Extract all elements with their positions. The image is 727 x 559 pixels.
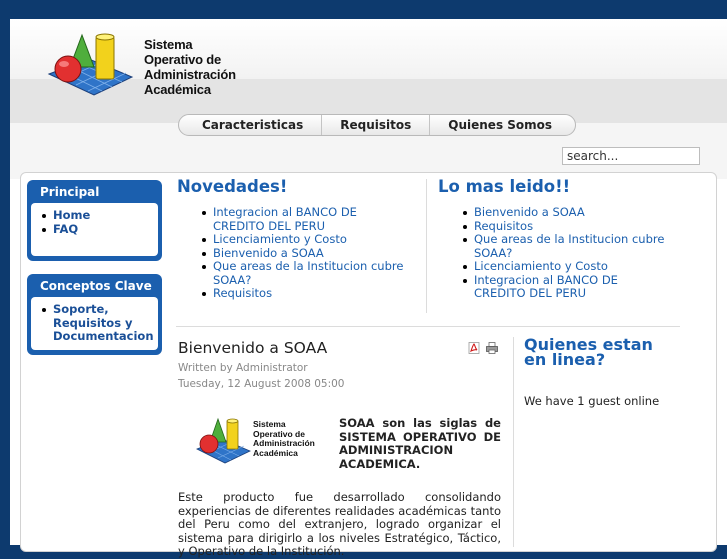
list-item[interactable]: Bienvenido a SOAA — [177, 247, 409, 261]
article-title[interactable]: Bienvenido a SOAA — [178, 339, 328, 357]
list-item[interactable]: Bienvenido a SOAA — [438, 206, 672, 220]
nav-caracteristicas[interactable]: Caracteristicas — [184, 115, 322, 135]
header — [10, 19, 727, 123]
menu-item-home[interactable]: Home — [39, 209, 154, 223]
search-input[interactable] — [562, 147, 700, 165]
menu-principal-title: Principal — [40, 185, 100, 199]
novedades-list — [177, 206, 409, 301]
list-item[interactable]: Integracion al BANCO DE CREDITO DEL PERU — [177, 206, 409, 233]
list-item[interactable]: Licenciamiento y Costo — [177, 233, 409, 247]
novedades-title: Novedades! — [177, 177, 288, 196]
article-logo-text: Sistema Operativo de Administración Académica — [253, 419, 315, 458]
mas-leido-title: Lo mas leido!! — [438, 177, 571, 196]
main-nav — [178, 114, 576, 136]
article-date: Tuesday, 12 August 2008 05:00 — [178, 378, 345, 390]
site-logo-text: Sistema Operativo de Administración Académica — [144, 37, 236, 97]
article-intro: SOAA son las siglas de SISTEMA OPERATIVO DE ADMINISTRACION ACADEMICA. — [339, 416, 501, 471]
nav-requisitos[interactable]: Requisitos — [322, 115, 430, 135]
online-title: Quienes estan en linea? — [524, 335, 653, 369]
article-body: Este producto fue desarrollado consolidando experiencias de diferentes realidades académicas tanto del Peru como del extranjero, logrado organizar el sistema para dirigirlo a los niveles Estratégico, Táctico, y Operativo de la Institución. — [178, 490, 501, 558]
list-item[interactable]: Requisitos — [177, 287, 409, 301]
mas-leido-list — [438, 206, 672, 301]
list-item[interactable]: Integracion al BANCO DE CREDITO DEL PERU — [438, 274, 672, 301]
online-text: We have 1 guest online — [524, 394, 660, 408]
menu-conceptos-clave — [27, 274, 162, 355]
logo-icon — [44, 29, 134, 99]
menu-principal — [27, 180, 162, 261]
nav-quienes-somos[interactable]: Quienes Somos — [448, 118, 553, 132]
menu-item-soporte[interactable]: Soporte, Requisitos y Documentacion — [39, 303, 156, 344]
pdf-icon[interactable] — [468, 342, 480, 354]
list-item[interactable]: Requisitos — [438, 220, 672, 234]
list-item[interactable]: Que areas de la Institucion cubre SOAA? — [438, 233, 672, 260]
list-item[interactable]: Licenciamiento y Costo — [438, 260, 672, 274]
print-icon[interactable] — [486, 342, 498, 354]
menu-conceptos-title: Conceptos Clave — [40, 279, 152, 293]
page — [10, 19, 727, 558]
list-item[interactable]: Que areas de la Institucion cubre SOAA? — [177, 260, 409, 287]
article-author: Written by Administrator — [178, 362, 308, 374]
menu-item-faq[interactable]: FAQ — [39, 223, 154, 237]
